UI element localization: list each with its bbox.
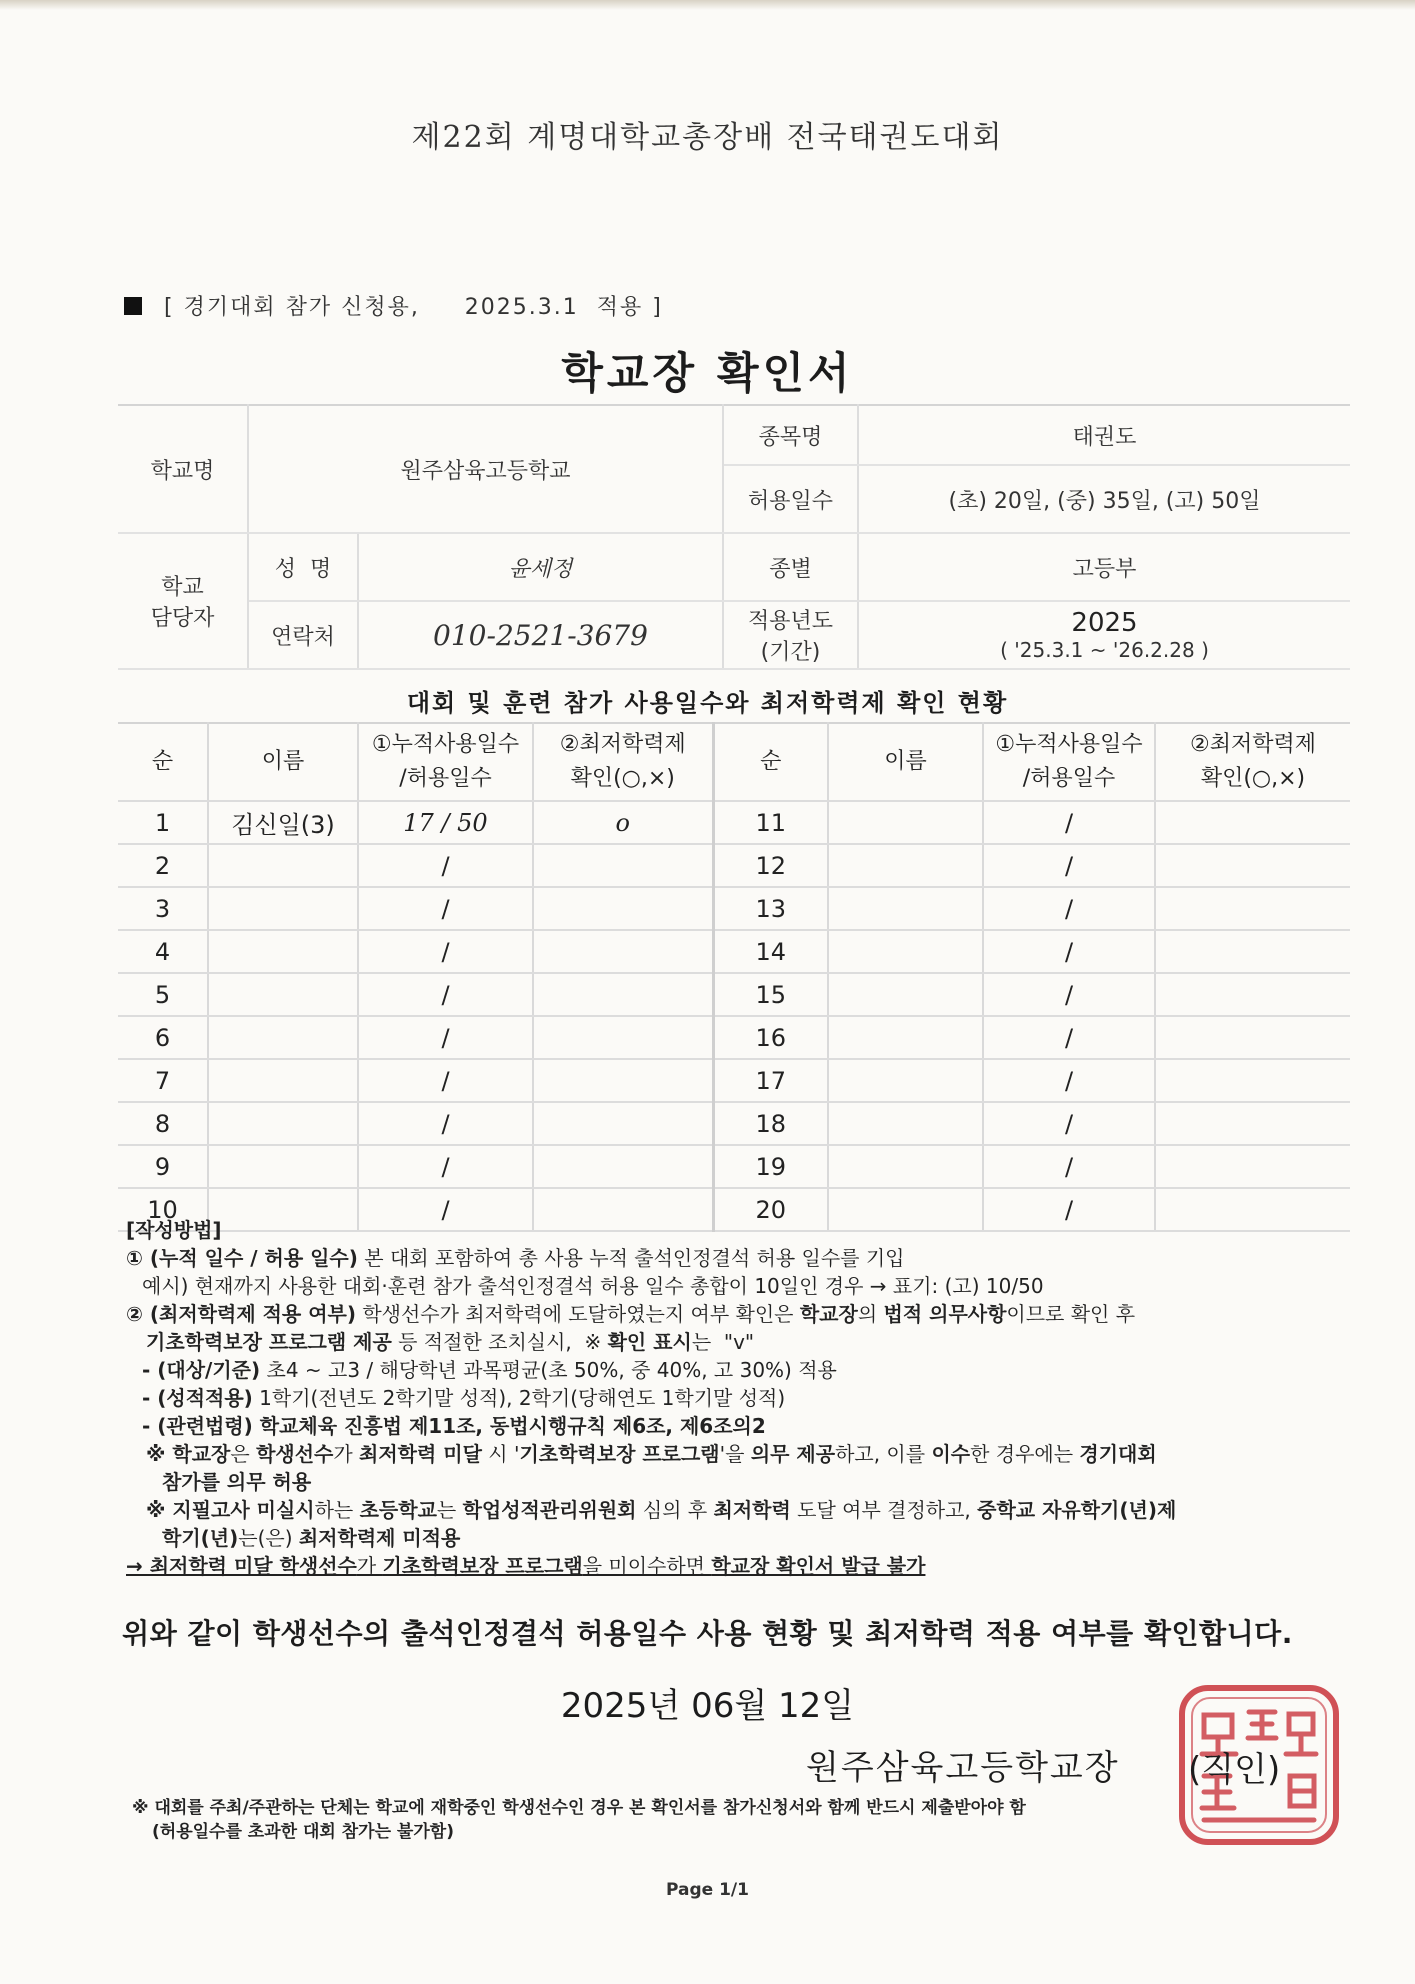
table-row bbox=[118, 801, 1350, 844]
note2-line2-a: 학기(년) bbox=[162, 1526, 239, 1550]
cell-l-min bbox=[533, 844, 713, 887]
instruction-note-1 bbox=[126, 1440, 1351, 1468]
instruction-item-2-line2 bbox=[126, 1328, 1351, 1356]
cell-r-name bbox=[828, 930, 983, 973]
cell-r-name bbox=[828, 801, 983, 844]
cell-r-name bbox=[828, 1059, 983, 1102]
cell-r-name bbox=[828, 844, 983, 887]
footer-note-line1: ※ 대회를 주최/주관하는 단체는 학교에 재학중인 학생선수인 경우 본 확인서를 참가신청서와 함께 반드시 제출받아야 함 bbox=[132, 1798, 1026, 1818]
col-header-min-right-line2: 확인(○,×) bbox=[1200, 766, 1306, 791]
note2-d: 는 bbox=[436, 1498, 463, 1522]
item1-bold: ① (누적 일수 / 허용 일수) bbox=[126, 1246, 358, 1270]
instruction-note-2-line2 bbox=[126, 1524, 1351, 1552]
item2-bold-d: 법적 의무사항 bbox=[883, 1302, 1007, 1326]
cell-r-min bbox=[1155, 930, 1350, 973]
usage-body bbox=[118, 801, 1350, 1231]
note1-k: 이수 bbox=[931, 1442, 971, 1466]
col-header-name: 이름 bbox=[208, 723, 358, 801]
col-header-min-line2: 확인(○,×) bbox=[570, 766, 675, 791]
cell-l-days: / bbox=[358, 1059, 533, 1102]
table-row bbox=[118, 1145, 1350, 1188]
footer-note bbox=[132, 1796, 1026, 1844]
document-title: 학교장 확인서 bbox=[561, 349, 854, 399]
instructions bbox=[126, 1216, 1351, 1580]
allowed-days-value: (초) 20일, (중) 35일, (고) 50일 bbox=[858, 465, 1350, 533]
usage-table bbox=[118, 722, 1350, 1232]
cell-l-min bbox=[533, 1145, 713, 1188]
col-header-name-right: 이름 bbox=[828, 723, 983, 801]
sub3-bold2: 학교체육 진흥법 제11조, 동법시행규칙 제6조, 제6조의2 bbox=[252, 1414, 766, 1438]
note1-e: 최저학력 미달 bbox=[359, 1442, 482, 1466]
cell-r-min bbox=[1155, 1102, 1350, 1145]
year-cell bbox=[858, 601, 1350, 669]
cell-r-name bbox=[828, 1102, 983, 1145]
contact-group-label-2: 담당자 bbox=[150, 606, 215, 631]
cell-r-days: / bbox=[983, 930, 1155, 973]
cell-r-days: / bbox=[983, 973, 1155, 1016]
note1-m: 경기대회 bbox=[1079, 1442, 1157, 1466]
table-row bbox=[118, 844, 1350, 887]
note1-j: 하고, 이를 bbox=[835, 1442, 932, 1466]
note2-b: 하는 bbox=[314, 1498, 360, 1522]
table-row bbox=[118, 1016, 1350, 1059]
allowed-days-label: 허용일수 bbox=[723, 465, 858, 533]
instruction-item-2 bbox=[126, 1300, 1351, 1328]
instruction-sub-2 bbox=[126, 1384, 1351, 1412]
cell-l-num: 6 bbox=[118, 1016, 208, 1059]
cell-r-days: / bbox=[983, 887, 1155, 930]
item2-text-c: 의 bbox=[857, 1302, 884, 1326]
col-header-days-line2: /허용일수 bbox=[399, 766, 492, 791]
sub1-text: 초4 ~ 고3 / 해당학년 과목평균(초 50%, 중 40%, 고 30%) 적용 bbox=[260, 1358, 837, 1382]
cell-l-days: / bbox=[358, 973, 533, 1016]
cell-r-num: 20 bbox=[713, 1188, 828, 1231]
col-header-days-right-line2: /허용일수 bbox=[1022, 766, 1116, 791]
confirmation-statement: 위와 같이 학생선수의 출석인정결석 허용일수 사용 현황 및 최저학력 적용 여부를 확인합니다. bbox=[122, 1617, 1293, 1650]
cell-r-name bbox=[828, 1016, 983, 1059]
cell-l-min bbox=[533, 930, 713, 973]
cell-r-min bbox=[1155, 1059, 1350, 1102]
note1-b: 은 bbox=[230, 1442, 257, 1466]
footer-note-line2: (허용일수를 초과한 대회 참가는 불가함) bbox=[152, 1822, 454, 1842]
cell-l-name bbox=[208, 973, 358, 1016]
note2-i: 중학교 자유학기(년)제 bbox=[977, 1498, 1177, 1522]
phone-label: 연락처 bbox=[248, 601, 358, 669]
school-value: 원주삼육고등학교 bbox=[248, 405, 723, 533]
note1-f: 시 ' bbox=[481, 1442, 520, 1466]
col-header-num-right: 순 bbox=[713, 723, 828, 801]
school-label: 학교명 bbox=[118, 405, 248, 533]
cell-r-min bbox=[1155, 1016, 1350, 1059]
note2-a: ※ 지필고사 미실시 bbox=[146, 1498, 315, 1522]
form-note-text: [ 경기대회 참가 신청용, 2025.3.1 적용 ] bbox=[164, 295, 663, 320]
cell-r-num: 17 bbox=[713, 1059, 828, 1102]
cell-r-days: / bbox=[983, 1102, 1155, 1145]
name-label: 성 명 bbox=[248, 533, 358, 601]
cell-l-min bbox=[533, 1059, 713, 1102]
col-header-min-line1: ②최저학력제 bbox=[559, 732, 686, 757]
arrow-b: 가 bbox=[356, 1554, 383, 1578]
cell-r-name bbox=[828, 973, 983, 1016]
cell-l-days: / bbox=[358, 887, 533, 930]
cell-l-num: 3 bbox=[118, 887, 208, 930]
event-title: 제22회 계명대학교총장배 전국태권도대회 bbox=[411, 120, 1004, 155]
item2-line2-bold2: 확인 표시 bbox=[607, 1330, 692, 1354]
cell-l-days: 17 / 50 bbox=[358, 801, 533, 844]
cell-l-num: 4 bbox=[118, 930, 208, 973]
square-bullet-icon bbox=[124, 297, 142, 315]
sub3-bold: - (관련법령) bbox=[142, 1414, 253, 1438]
note2-f: 심의 후 bbox=[636, 1498, 714, 1522]
cell-r-days: / bbox=[983, 844, 1155, 887]
handwritten-name: 윤세정 bbox=[358, 533, 723, 601]
cell-r-name bbox=[828, 887, 983, 930]
cell-r-days: / bbox=[983, 1016, 1155, 1059]
note1-d: 가 bbox=[333, 1442, 360, 1466]
col-header-min-right-line1: ②최저학력제 bbox=[1190, 732, 1316, 757]
col-header-days-line1: ①누적사용일수 bbox=[371, 732, 520, 757]
note1-line2: 참가를 의무 허용 bbox=[162, 1470, 312, 1494]
cell-r-num: 11 bbox=[713, 801, 828, 844]
cell-r-min bbox=[1155, 801, 1350, 844]
sub2-text: 1학기(전년도 2학기말 성적), 2학기(당해연도 1학기말 성적) bbox=[252, 1386, 786, 1410]
cell-l-name bbox=[208, 1059, 358, 1102]
table-row bbox=[118, 887, 1350, 930]
cell-r-num: 16 bbox=[713, 1016, 828, 1059]
instruction-sub-1 bbox=[126, 1356, 1351, 1384]
principal-title: 원주삼육고등학교장 bbox=[806, 1748, 1120, 1788]
cell-l-days: / bbox=[358, 1145, 533, 1188]
cell-r-num: 15 bbox=[713, 973, 828, 1016]
cell-r-days: / bbox=[983, 1188, 1155, 1231]
cell-l-num: 10 bbox=[118, 1188, 208, 1231]
period-value: ( '25.3.1 ~ '26.2.28 ) bbox=[1000, 638, 1209, 662]
cell-l-name bbox=[208, 1145, 358, 1188]
note1-c: 학생선수 bbox=[256, 1442, 334, 1466]
category-value: 고등부 bbox=[858, 533, 1350, 601]
instruction-arrow-note bbox=[126, 1552, 1351, 1580]
instruction-item-1 bbox=[126, 1244, 1351, 1272]
section-title: 대회 및 훈련 참가 사용일수와 최저학력제 확인 현황 bbox=[406, 689, 1009, 717]
table-row bbox=[118, 973, 1350, 1016]
cell-l-min bbox=[533, 887, 713, 930]
cell-l-days: / bbox=[358, 1188, 533, 1231]
cell-r-num: 18 bbox=[713, 1102, 828, 1145]
item2-text-e: 이므로 확인 후 bbox=[1006, 1302, 1136, 1326]
instruction-note-2 bbox=[126, 1496, 1351, 1524]
arrow-d: 을 미이수하면 bbox=[582, 1554, 712, 1578]
cell-l-num: 7 bbox=[118, 1059, 208, 1102]
note2-g: 최저학력 bbox=[713, 1498, 791, 1522]
cell-r-days: / bbox=[983, 801, 1155, 844]
note1-g: 기초학력보장 프로그램 bbox=[519, 1442, 720, 1466]
cell-l-name bbox=[208, 844, 358, 887]
cell-l-name bbox=[208, 1016, 358, 1059]
paper-top-edge bbox=[0, 0, 1415, 10]
instructions-heading bbox=[126, 1216, 1351, 1244]
cell-l-name bbox=[208, 1102, 358, 1145]
item2-text-a: 학생선수가 최저학력에 도달하였는지 여부 확인은 bbox=[355, 1302, 800, 1326]
note2-line2-c: 최저학력제 미적용 bbox=[298, 1526, 461, 1550]
instruction-item-1-example: 예시) 현재까지 사용한 대회·훈련 참가 출석인정결석 허용 일수 총합이 10일인 경우 → 표기: (고) 10/50 bbox=[142, 1274, 1044, 1298]
instruction-note-1-line2 bbox=[126, 1468, 1351, 1496]
cell-l-name bbox=[208, 887, 358, 930]
cell-l-num: 2 bbox=[118, 844, 208, 887]
cell-l-days: / bbox=[358, 1102, 533, 1145]
cell-l-num: 9 bbox=[118, 1145, 208, 1188]
cell-r-num: 14 bbox=[713, 930, 828, 973]
cell-l-name bbox=[208, 930, 358, 973]
note2-e: 학업성적관리위원회 bbox=[462, 1498, 637, 1522]
cell-r-name bbox=[828, 1145, 983, 1188]
event-value: 태권도 bbox=[858, 405, 1350, 465]
item1-text: 본 대회 포함하여 총 사용 누적 출석인정결석 허용 일수를 기입 bbox=[357, 1246, 905, 1270]
table-row bbox=[118, 1059, 1350, 1102]
item2-line2-text: 등 적절한 조치실시, ※ bbox=[391, 1330, 608, 1354]
cell-l-days: / bbox=[358, 844, 533, 887]
col-header-days-right bbox=[983, 723, 1155, 801]
sub2-bold: - (성적적용) bbox=[142, 1386, 253, 1410]
arrow-c: 기초학력보장 프로그램 bbox=[382, 1554, 583, 1578]
cell-r-num: 12 bbox=[713, 844, 828, 887]
form-note bbox=[124, 290, 663, 321]
cell-l-num: 5 bbox=[118, 973, 208, 1016]
cell-l-num: 1 bbox=[118, 801, 208, 844]
col-header-days-right-line1: ①누적사용일수 bbox=[995, 732, 1143, 757]
note1-a: ※ 학교장 bbox=[146, 1442, 231, 1466]
note1-l: 한 경우에는 bbox=[970, 1442, 1080, 1466]
item2-bold-b: 학교장 bbox=[799, 1302, 858, 1326]
event-label: 종목명 bbox=[723, 405, 858, 465]
cell-l-min: o bbox=[533, 801, 713, 844]
sub1-bold: - (대상/기준) bbox=[142, 1358, 261, 1382]
cell-r-num: 13 bbox=[713, 887, 828, 930]
cell-r-num: 19 bbox=[713, 1145, 828, 1188]
contact-group-label bbox=[118, 533, 248, 669]
year-label-2: (기간) bbox=[760, 640, 821, 665]
col-header-min bbox=[533, 723, 713, 801]
cell-l-days: / bbox=[358, 1016, 533, 1059]
seal-label: (직인) bbox=[1188, 1750, 1281, 1790]
cell-r-min bbox=[1155, 973, 1350, 1016]
cell-l-name: 김신일(3) bbox=[208, 801, 358, 844]
cell-l-num: 8 bbox=[118, 1102, 208, 1145]
item2-line2-bold: 기초학력보장 프로그램 제공 bbox=[146, 1330, 392, 1354]
cell-l-min bbox=[533, 1016, 713, 1059]
school-info-table bbox=[118, 404, 1350, 670]
table-row bbox=[118, 1102, 1350, 1145]
cell-l-min bbox=[533, 973, 713, 1016]
note1-h: '을 bbox=[719, 1442, 751, 1466]
col-header-days bbox=[358, 723, 533, 801]
note1-i: 의무 제공 bbox=[750, 1442, 836, 1466]
cell-l-min bbox=[533, 1102, 713, 1145]
arrow-a: → 최저학력 미달 학생선수 bbox=[126, 1554, 357, 1578]
col-header-num: 순 bbox=[118, 723, 208, 801]
cell-r-days: / bbox=[983, 1059, 1155, 1102]
instruction-sub-3 bbox=[126, 1412, 1351, 1440]
cell-r-min bbox=[1155, 887, 1350, 930]
col-header-min-right bbox=[1155, 723, 1350, 801]
instructions-heading-text: [작성방법] bbox=[126, 1218, 222, 1242]
item2-line2-text2: 는 "v" bbox=[691, 1330, 755, 1354]
year-value: 2025 bbox=[1071, 608, 1138, 638]
note2-line2-b: 는(은) bbox=[238, 1526, 299, 1550]
cell-r-min bbox=[1155, 1145, 1350, 1188]
cell-l-days: / bbox=[358, 930, 533, 973]
year-label-1: 적용년도 bbox=[747, 609, 833, 634]
note2-c: 초등학교 bbox=[359, 1498, 437, 1522]
cell-r-days: / bbox=[983, 1145, 1155, 1188]
page-number: Page 1/1 bbox=[666, 1880, 749, 1900]
note2-h: 도달 여부 결정하고, bbox=[790, 1498, 978, 1522]
item2-bold: ② (최저학력제 적용 여부) bbox=[126, 1302, 356, 1326]
cell-r-min bbox=[1155, 844, 1350, 887]
usage-header-row bbox=[118, 723, 1350, 801]
year-label bbox=[723, 601, 858, 669]
table-row bbox=[118, 930, 1350, 973]
contact-group-label-1: 학교 bbox=[161, 575, 204, 600]
arrow-e: 학교장 확인서 발급 불가 bbox=[711, 1554, 926, 1578]
issue-date: 2025년 06월 12일 bbox=[560, 1686, 855, 1726]
category-label: 종별 bbox=[723, 533, 858, 601]
handwritten-phone: 010-2521-3679 bbox=[358, 601, 723, 669]
